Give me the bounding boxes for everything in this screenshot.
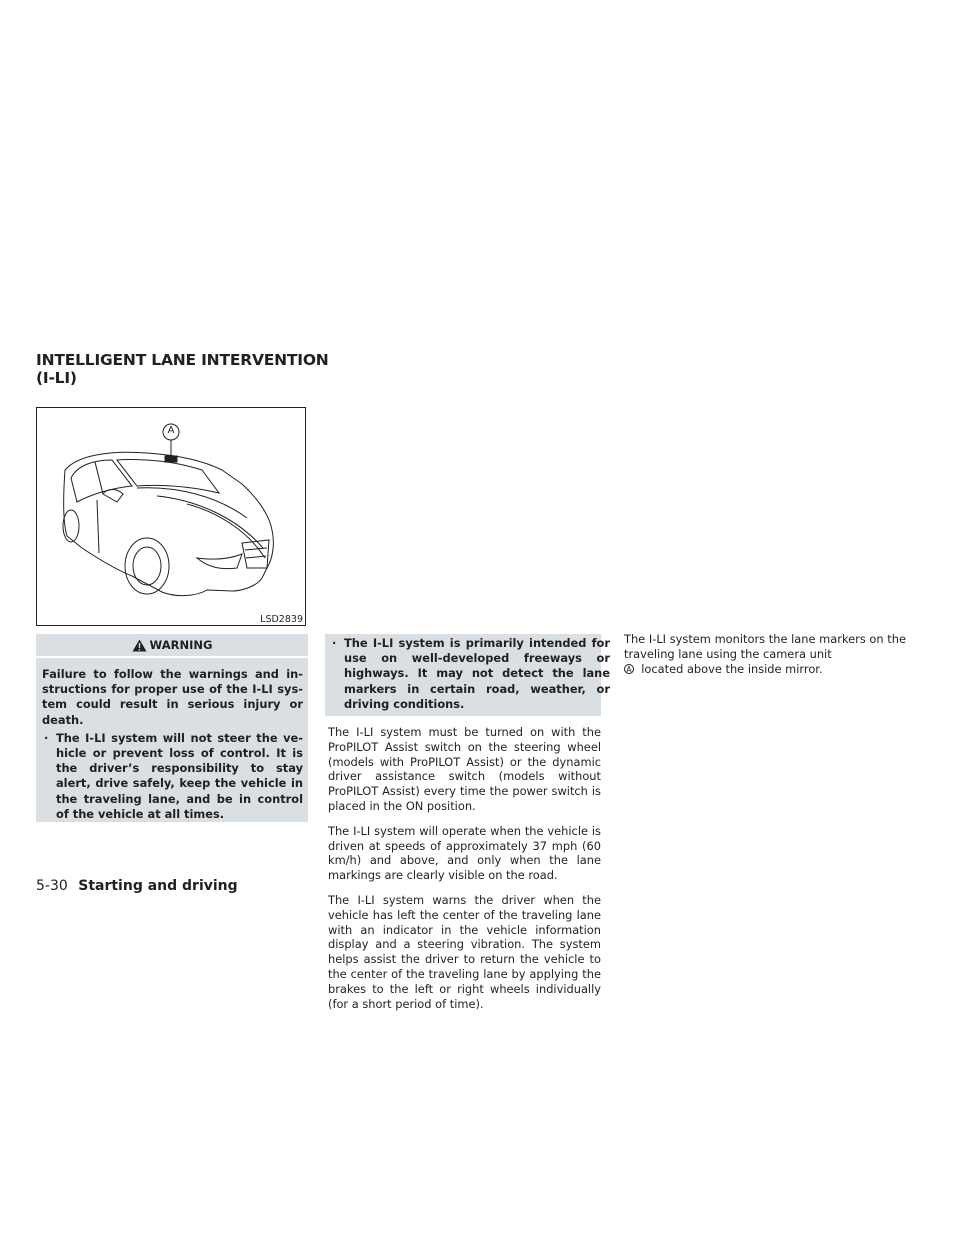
warning-bullet-text: The I-LI system will not steer the vehicle or prevent loss of control. It is the driver’s responsibility to stay alert, drive safely, keep the vehicle in the traveling lane, and be in control of the vehicle at all times.	[56, 730, 303, 821]
warning-divider	[36, 656, 308, 658]
bullet-dot: ·	[44, 730, 49, 745]
warning-bullet	[330, 636, 610, 712]
warning-bullet-text: The I-LI system is primarily intended for use on well-developed freeways or highways. It may not detect the lane markers in certain road, weather, or driving conditions.	[344, 636, 610, 711]
body-paragraph: The I-LI system must be turned on with the ProPILOT Assist switch on the steering wheel (models with ProPILOT Assist) or the dynamic driver assistance switch (models without ProPILOT Assist) every time the power switch is placed in the ON position.	[328, 725, 601, 813]
warning-body	[42, 667, 303, 822]
page-number: 5-30	[36, 878, 68, 894]
warning-heading: WARNING	[149, 638, 213, 652]
callout-a-label: A	[167, 425, 175, 436]
body-paragraph: The I-LI system will operate when the vehicle is driven at speeds of approximately 37 mph (60 km/h) and above, and only when the lane markings are clearly visible on the road.	[328, 823, 601, 883]
body-text: located above the inside mirror.	[641, 661, 823, 676]
body-paragraph: The I-LI system warns the driver when the vehicle has left the center of the traveling lane with an indicator in the vehicle information display and a steering vibration. The system helps assist the driver to return the vehicle to the center of the traveling lane by applying the brakes to the left or right wheels individually (for a short period of time).	[328, 892, 601, 1011]
car-camera-figure	[36, 407, 306, 626]
warning-continued-box	[325, 634, 610, 716]
callout-a-marker: A	[624, 664, 634, 674]
warning-box	[36, 634, 308, 822]
page-footer	[36, 877, 238, 895]
body-column-3	[624, 632, 906, 686]
warning-header	[36, 634, 308, 656]
body-column-2	[328, 725, 601, 1021]
figure-code: LSD2839	[260, 614, 303, 625]
warning-bullet	[42, 731, 303, 822]
section-title: INTELLIGENT LANE INTERVENTION (I-LI)	[36, 351, 329, 387]
car-illustration	[37, 408, 305, 625]
body-text: The I-LI system monitors the lane markers on the traveling lane using the camera unit	[624, 632, 906, 661]
warning-triangle-icon	[132, 639, 147, 652]
warning-lead: Failure to follow the warnings and instructions for proper use of the I-LI system could result in serious injury or death.	[42, 667, 303, 727]
chapter-title: Starting and driving	[78, 878, 238, 894]
body-paragraph	[624, 632, 906, 676]
bullet-dot: ·	[332, 636, 337, 650]
